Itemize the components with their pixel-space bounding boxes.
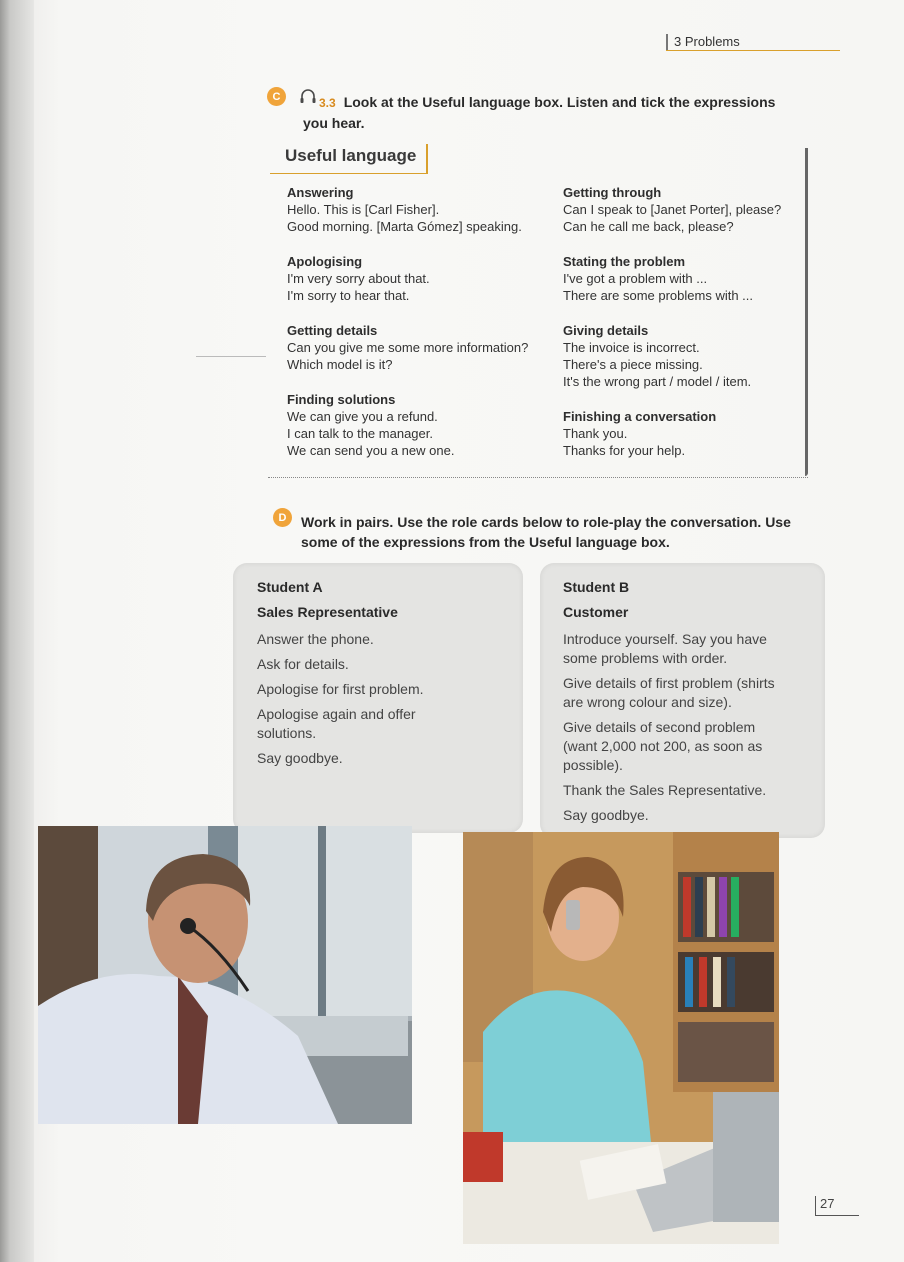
useful-language-title: Useful language [285, 146, 417, 165]
instruction-c-line2: you hear. [303, 115, 365, 131]
group-heading: Getting through [563, 185, 662, 200]
card-item: Apologise again and offer solutions. [257, 706, 416, 741]
role-card-a-text [257, 578, 497, 774]
box-bottom-border [268, 477, 808, 479]
card-item: Say goodbye. [563, 807, 649, 823]
phrase-line: There are some problems with ... [563, 288, 754, 303]
phrase-line: We can send you a new one. [287, 443, 455, 458]
group-heading: Answering [287, 185, 354, 200]
photo-illustration [463, 832, 779, 1244]
role-card-b-text [563, 578, 798, 831]
section-c-instruction [303, 92, 803, 133]
track-number: 3.3 [319, 96, 336, 110]
group-heading: Finishing a conversation [563, 409, 717, 424]
phrase-line: We can give you a refund. [287, 409, 438, 424]
phrase-line: It's the wrong part / model / item. [563, 374, 752, 389]
phrase-group-apologising [287, 253, 557, 304]
phrase-line: I'm very sorry about that. [287, 271, 430, 286]
instruction-d-line1: Work in pairs. Use the role cards below to role-play the conversation. Use [301, 514, 791, 530]
phrase-line: Can you give me some more information? [287, 340, 529, 355]
phrase-line: Good morning. [Marta Gómez] speaking. [287, 219, 522, 234]
group-heading: Getting details [287, 323, 378, 338]
group-heading: Stating the problem [563, 254, 686, 269]
group-heading: Giving details [563, 323, 649, 338]
phrase-line: The invoice is incorrect. [563, 340, 700, 355]
group-heading: Finding solutions [287, 392, 396, 407]
instruction-d-line2: some of the expressions from the Useful language box. [301, 534, 670, 550]
section-d-badge: D [273, 508, 292, 527]
phrase-group-getting-through [563, 184, 833, 235]
phrase-group-getting-details [287, 322, 557, 373]
card-item: Introduce yourself. Say you have some problems with order. [563, 631, 767, 666]
photo-illustration [38, 826, 412, 1124]
phrase-group-finding-solutions [287, 391, 557, 459]
page-number: 27 [820, 1196, 835, 1211]
phrase-line: Hello. This is [Carl Fisher]. [287, 202, 440, 217]
margin-pointer-line [196, 356, 266, 357]
phrase-group-giving-details [563, 322, 833, 390]
instruction-c-line1: Look at the Useful language box. Listen and tick the expressions [343, 94, 776, 110]
card-role-label: Sales Representative [257, 604, 398, 620]
phrase-line: There's a piece missing. [563, 357, 703, 372]
card-item: Apologise for first problem. [257, 681, 424, 697]
section-c-badge: C [267, 87, 286, 106]
phrase-group-finishing [563, 408, 833, 459]
card-student-label: Student A [257, 579, 323, 595]
phrase-line: Thanks for your help. [563, 443, 686, 458]
card-item: Say goodbye. [257, 750, 343, 766]
title-accent-bar [426, 144, 428, 174]
phrase-line: Thank you. [563, 426, 628, 441]
card-item: Answer the phone. [257, 631, 374, 647]
card-item: Thank the Sales Representative. [563, 782, 767, 798]
title-underline [270, 173, 428, 174]
section-d-instruction [301, 512, 811, 552]
card-role-label: Customer [563, 604, 629, 620]
header-rule [666, 50, 840, 51]
card-student-label: Student B [563, 579, 630, 595]
phrase-group-stating-problem [563, 253, 833, 304]
card-item: Give details of first problem (shirts are wrong colour and size). [563, 675, 775, 710]
page-spine-shadow [0, 0, 34, 1262]
phrase-line: Can he call me back, please? [563, 219, 734, 234]
header-divider [666, 34, 668, 50]
phrase-group-answering [287, 184, 557, 235]
photo-customer [463, 832, 779, 1244]
card-item: Give details of second problem (want 2,000 not 200, as soon as possible). [563, 719, 763, 773]
phrase-line: Can I speak to [Janet Porter], please? [563, 202, 782, 217]
phrase-line: I've got a problem with ... [563, 271, 708, 286]
group-heading: Apologising [287, 254, 363, 269]
phrase-line: Which model is it? [287, 357, 393, 372]
chapter-header: 3 Problems [674, 34, 740, 49]
phrase-line: I'm sorry to hear that. [287, 288, 410, 303]
photo-sales-representative [38, 826, 412, 1124]
phrase-line: I can talk to the manager. [287, 426, 433, 441]
card-item: Ask for details. [257, 656, 349, 672]
page-number-rule [815, 1215, 859, 1216]
page-number-divider [815, 1196, 816, 1216]
